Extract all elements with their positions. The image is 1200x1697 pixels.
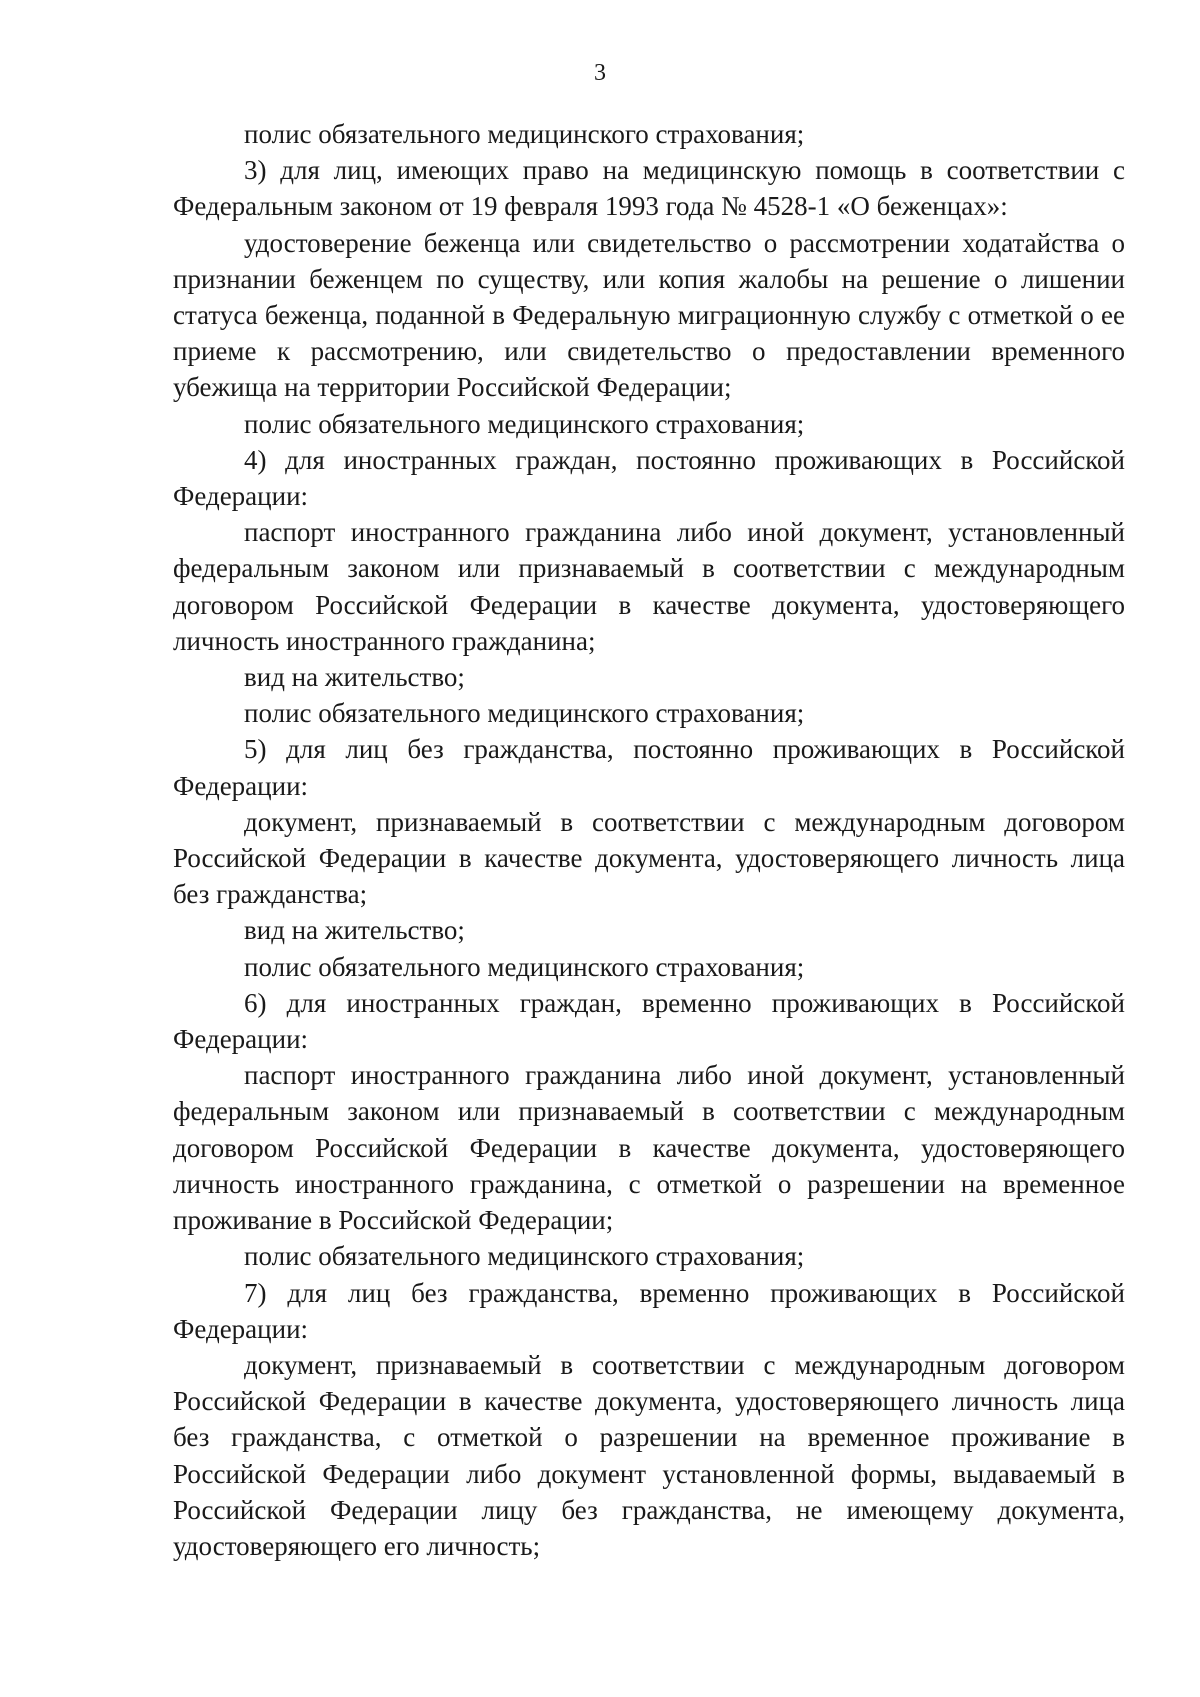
list-item-heading: 4) для иностранных граждан, постоянно проживающих в Российской Федерации:	[173, 444, 1125, 512]
list-item-heading: 6) для иностранных граждан, временно проживающих в Российской Федерации:	[173, 987, 1125, 1055]
paragraph: документ, признаваемый в соответствии с международным договором Российской Федерации в качестве документа, удостоверяющего личность лица без гражданства, с отметкой о разрешении на временное проживание в Российской Федерации либо документ установленной формы, выдаваемый в Российской Федерации лицу без гражданства, не имеющему документа, удостоверяющего его личность;	[173, 1349, 1125, 1561]
list-item-heading: 7) для лиц без гражданства, временно проживающих в Российской Федерации:	[173, 1277, 1125, 1344]
list-item-heading: 3) для лиц, имеющих право на медицинскую помощь в соответствии с Федеральным законом от 19 февраля 1993 года № 4528-1 «О беженцах»:	[173, 155, 1125, 222]
paragraph: вид на жительство;	[244, 915, 465, 946]
paragraph: вид на жительство;	[244, 662, 465, 693]
paragraph: полис обязательного медицинского страхования;	[244, 1241, 805, 1272]
paragraph: полис обязательного медицинского страхования;	[244, 951, 805, 982]
paragraph: полис обязательного медицинского страхования;	[244, 698, 805, 729]
list-item-heading: 5) для лиц без гражданства, постоянно проживающих в Российской Федерации:	[173, 734, 1125, 801]
paragraph: паспорт иностранного гражданина либо иной документ, установленный федеральным законом или признаваемый в соответствии с международным договором Российской Федерации в качестве документа, удостоверяющего личность иностранного гражданина, с отметкой о разрешении на временное проживание в Российской Федерации;	[173, 1060, 1125, 1236]
paragraph: документ, признаваемый в соответствии с международным договором Российской Федерации в качестве документа, удостоверяющего личность лица без гражданства;	[173, 806, 1125, 910]
document-body	[173, 116, 1125, 1564]
paragraph: удостоверение беженца или свидетельство о рассмотрении ходатайства о признании беженцем по существу, или копия жалобы на решение о лишении статуса беженца, поданной в Федеральную миграционную службу с отметкой о ее приеме к рассмотрению, или свидетельство о предоставлении временного убежища на территории Российской Федерации;	[173, 227, 1125, 403]
paragraph: паспорт иностранного гражданина либо иной документ, установленный федеральным законом или признаваемый в соответствии с международным договором Российской Федерации в качестве документа, удостоверяющего личность иностранного гражданина;	[173, 517, 1125, 656]
paragraph: полис обязательного медицинского страхования;	[244, 119, 805, 149]
page-number: 3	[594, 60, 606, 86]
paragraph: полис обязательного медицинского страхования;	[244, 408, 805, 439]
